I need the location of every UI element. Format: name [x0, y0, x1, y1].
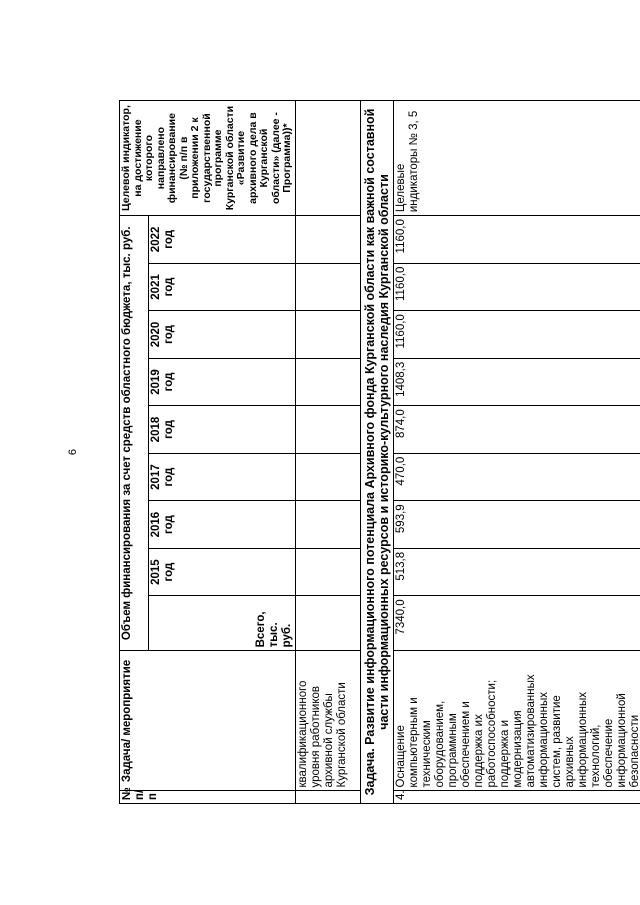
- header-no: № п/п: [120, 791, 296, 804]
- cell-empty: [295, 311, 360, 359]
- funding-table: [119, 100, 640, 804]
- total-value: 7340,0: [393, 596, 640, 651]
- row-number: 4.: [393, 791, 640, 804]
- value-2022: 1160,0: [393, 216, 640, 264]
- header-year-2018: 2018 год: [149, 406, 296, 454]
- header-year-2016: 2016 год: [149, 501, 296, 549]
- cell-empty: [295, 791, 360, 804]
- value-2015: 513,8: [393, 548, 640, 596]
- value-2017: 470,0: [393, 453, 640, 501]
- header-row-1: [120, 101, 149, 804]
- measure-text: Оснащение компьютерным и техническим оборудованием, программным обеспечением и поддержка их работоспособности; поддержка и модернизация автоматизированных информационных систем, развитие архивных информационных технологий, обеспечение информационной безопасности: [393, 651, 640, 791]
- header-year-2020: 2020 год: [149, 311, 296, 359]
- header-funding-title: Объем финансирования за счет средств областного бюджета, тыс. руб.: [120, 216, 149, 651]
- header-indicator: Целевой индикатор, на достижение которого направлено финансирование (№ п/п в приложении 2 к государственной программе Курганской области «Развитие архивного дела в Курганской области» (далее - Программа))*: [120, 101, 296, 216]
- continuation-row: [295, 101, 360, 804]
- value-2020: 1160,0: [393, 311, 640, 359]
- cell-empty: [295, 263, 360, 311]
- header-total: Всего, тыс. руб.: [149, 596, 296, 651]
- table-row: [393, 101, 640, 804]
- cell-empty: [295, 596, 360, 651]
- task-row: [360, 101, 393, 804]
- value-2019: 1408,3: [393, 358, 640, 406]
- page-number: 6: [67, 448, 80, 456]
- value-2018: 874,0: [393, 406, 640, 454]
- header-year-2015: 2015 год: [149, 548, 296, 596]
- cell-empty: [295, 501, 360, 549]
- header-year-2019: 2019 год: [149, 358, 296, 406]
- cell-empty: [295, 548, 360, 596]
- rotated-table-container: [119, 100, 640, 804]
- value-2021: 1160,0: [393, 263, 640, 311]
- indicator-text: Целевые индикаторы № 3, 5: [393, 101, 640, 216]
- value-2016: 593,9: [393, 501, 640, 549]
- cell-empty: [295, 216, 360, 264]
- header-task-measure: Задача/ мероприятие: [120, 651, 296, 791]
- cell-empty: [295, 101, 360, 216]
- cell-empty: [295, 406, 360, 454]
- cell-empty: [295, 358, 360, 406]
- header-year-2022: 2022 год: [149, 216, 296, 264]
- continuation-text: квалификационного уровня работников архивной службы Курганской области: [295, 651, 360, 791]
- header-year-2017: 2017 год: [149, 453, 296, 501]
- header-year-2021: 2021 год: [149, 263, 296, 311]
- cell-empty: [295, 453, 360, 501]
- task-heading: Задача. Развитие информационного потенциала Архивного фонда Курганской области как важной составной части информационных ресурсов и историко-культурного наследия Курганской области: [360, 101, 393, 804]
